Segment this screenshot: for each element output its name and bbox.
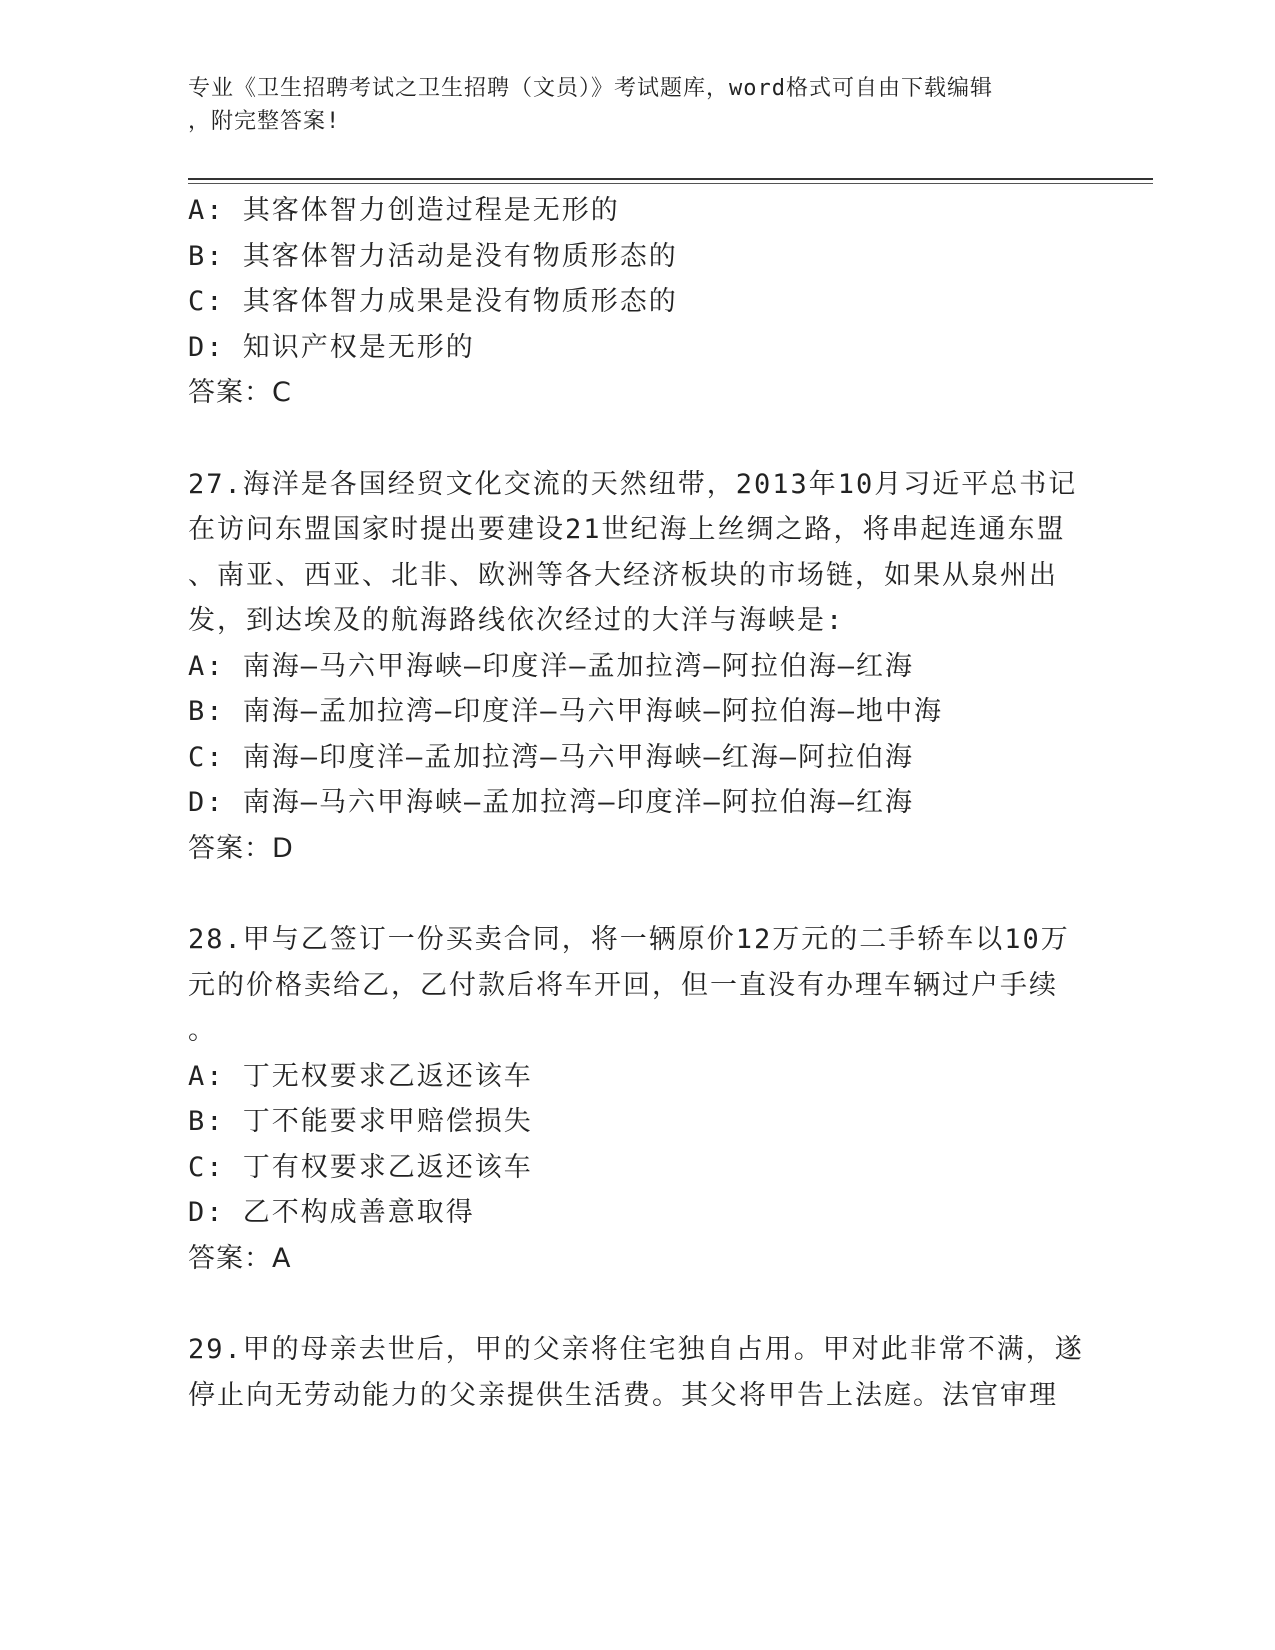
question-28-stem-line-3: 。: [188, 1015, 217, 1046]
question-28-option-a: A: 丁无权要求乙返还该车: [188, 1060, 533, 1092]
header-divider-thick: [188, 178, 1153, 180]
question-26-option-c: C: 其客体智力成果是没有物质形态的: [188, 286, 678, 317]
question-28-stem-line-2: 元的价格卖给乙，乙付款后将车开回，但一直没有办理车辆过户手续: [188, 969, 1058, 1001]
document-header: [188, 72, 1068, 138]
question-26-block: [188, 188, 1088, 416]
question-28-stem-line-1: 28.甲与乙签订一份买卖合同，将一辆原价12万元的二手轿车以10万: [188, 924, 1070, 955]
header-line-1: 专业《卫生招聘考试之卫生招聘（文员）》考试题库，word格式可自由下载编辑: [188, 76, 993, 101]
question-27-option-c: C: 南海—印度洋—孟加拉湾—马六甲海峡—红海—阿拉伯海: [188, 741, 915, 773]
paragraph-gap: [188, 871, 1088, 917]
question-28-answer: 答案：A: [188, 1242, 292, 1274]
question-29-stem-line-1: 29.甲的母亲去世后，甲的父亲将住宅独自占用。甲对此非常不满，遂: [188, 1334, 1084, 1365]
question-29-block: [188, 1327, 1088, 1418]
question-26-answer: 答案：C: [188, 377, 292, 408]
paragraph-gap: [188, 1281, 1088, 1327]
document-body: [188, 188, 1088, 1418]
question-27-answer: 答案：D: [188, 832, 294, 864]
question-27-stem-line-4: 发，到达埃及的航海路线依次经过的大洋与海峡是:: [188, 605, 845, 636]
question-26-option-a: A: 其客体智力创造过程是无形的: [188, 195, 620, 226]
question-28-option-c: C: 丁有权要求乙返还该车: [188, 1151, 533, 1183]
question-27-stem-line-2: 在访问东盟国家时提出要建设21世纪海上丝绸之路，将串起连通东盟: [188, 514, 1066, 545]
question-27-stem-line-3: 、南亚、西亚、北非、欧洲等各大经济板块的市场链，如果从泉州出: [188, 559, 1058, 591]
header-divider-thin: [188, 183, 1153, 184]
question-27-block: [188, 462, 1088, 872]
question-26-option-b: B: 其客体智力活动是没有物质形态的: [188, 240, 678, 272]
question-28-option-b: B: 丁不能要求甲赔偿损失: [188, 1106, 533, 1137]
question-28-block: [188, 917, 1088, 1281]
header-line-2: ，附完整答案!: [188, 109, 341, 134]
paragraph-gap: [188, 416, 1088, 462]
question-26-option-d: D: 知识产权是无形的: [188, 331, 475, 363]
question-27-option-b: B: 南海—孟加拉湾—印度洋—马六甲海峡—阿拉伯海—地中海: [188, 696, 944, 727]
question-28-option-d: D: 乙不构成善意取得: [188, 1197, 475, 1228]
question-27-option-d: D: 南海—马六甲海峡—孟加拉湾—印度洋—阿拉伯海—红海: [188, 787, 915, 818]
question-27-stem-line-1: 27.海洋是各国经贸文化交流的天然纽带，2013年10月习近平总书记: [188, 468, 1078, 500]
question-27-option-a: A: 南海—马六甲海峡—印度洋—孟加拉湾—阿拉伯海—红海: [188, 650, 915, 682]
question-29-stem-line-2: 停止向无劳动能力的父亲提供生活费。其父将甲告上法庭。法官审理: [188, 1379, 1058, 1411]
